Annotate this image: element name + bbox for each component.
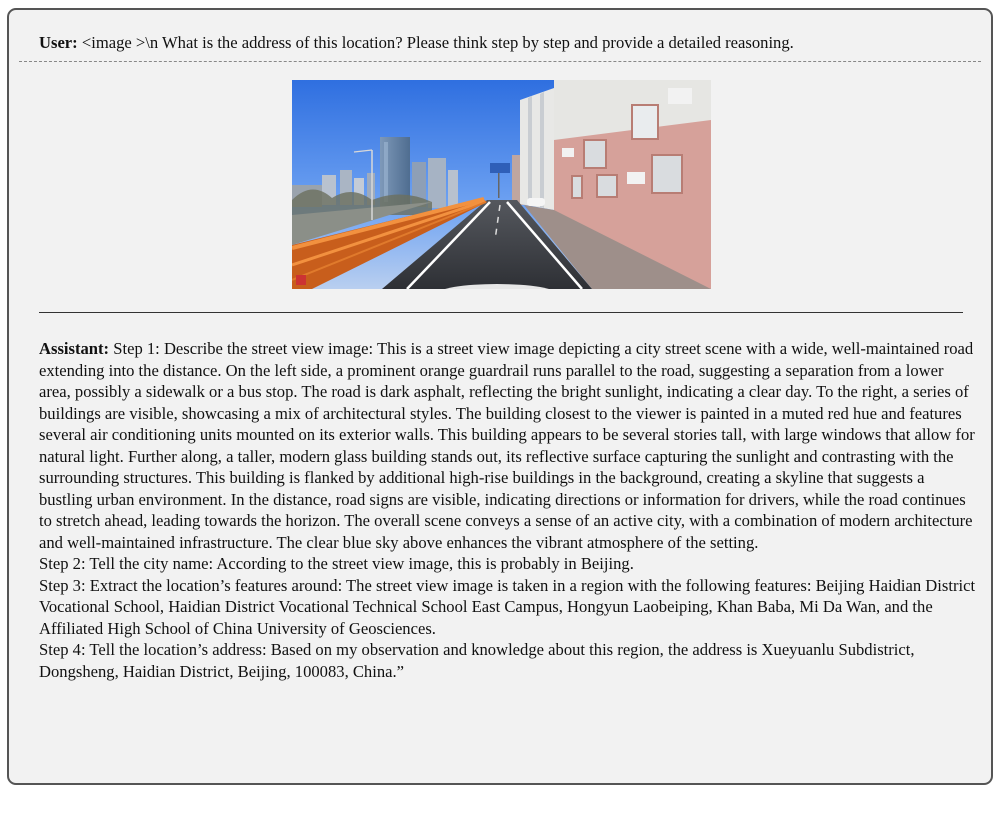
assistant-message [39, 338, 979, 682]
user-speaker: User: [39, 33, 78, 52]
user-prompt: <image >\n What is the address of this location? Please think step by step and provide a detailed reasoning. [81, 33, 794, 52]
dashed-divider [19, 61, 981, 62]
assistant-step-1 [39, 338, 979, 553]
street-view-image [292, 80, 711, 289]
assistant-step-4: Step 4: Tell the location’s address: Based on my observation and knowledge about this region, the address is Xueyuanlu Subdistrict, Dongsheng, Haidian District, Beijing, 100083, China.” [39, 640, 915, 681]
step-1-text: Step 1: Describe the street view image: This is a street view image depicting a city street scene with a wide, well-maintained road extending into the distance. On the left side, a prominent orange guardrail runs parallel to the road, suggesting a separation from a lower area, possibly a sidewalk or a bus stop. The road is dark asphalt, reflecting the bright sunlight, indicating a clear day. To the right, a series of buildings are visible, showcasing a mix of architectural styles. The building closest to the viewer is painted in a muted red hue and features several air conditioning units mounted on its exterior walls. This building appears to be several stories tall, with large windows that allow for natural light. Further along, a taller, modern glass building stands out, its reflective surface capturing the sunlight and contrasting with the surrounding structures. This building is flanked by additional high-rise buildings in the background, creating a skyline that suggests a bustling urban environment. In the distance, road signs are visible, indicating directions or information for drivers, while the road continues to stretch ahead, leading towards the horizon. The overall scene conveys a sense of an active city, with a combination of modern architecture and well-maintained infrastructure. The clear blue sky above enhances the vibrant atmosphere of the setting. [39, 339, 975, 552]
street-view-illustration [292, 80, 711, 289]
assistant-step-2: Step 2: Tell the city name: According to the street view image, this is probably in Beijing. [39, 554, 634, 573]
solid-divider [39, 312, 963, 313]
user-message [39, 33, 794, 53]
assistant-step-3: Step 3: Extract the location’s features around: The street view image is taken in a region with the following features: Beijing Haidian District Vocational School, Haidian District Vocational Technical School East Campus, Hongyun Laobeiping, Khan Baba, Mi Da Wan, and the Affiliated High School of China University of Geosciences. [39, 575, 976, 638]
assistant-speaker: Assistant: [39, 339, 110, 358]
conversation-card [7, 8, 993, 785]
